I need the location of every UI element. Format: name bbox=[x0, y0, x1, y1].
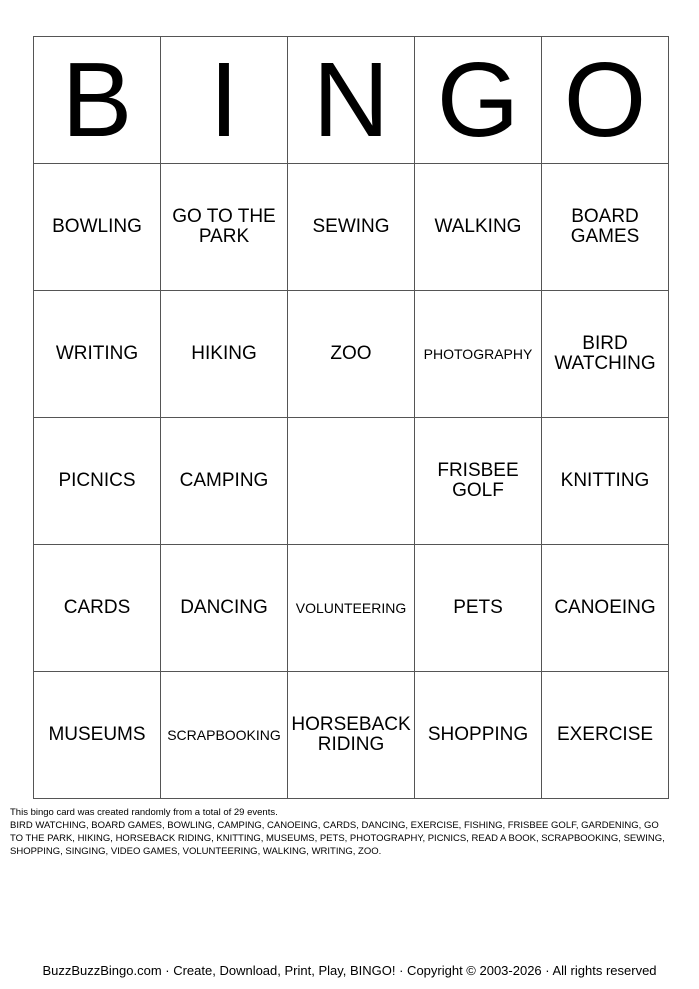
bingo-cell: CARDS bbox=[34, 545, 161, 672]
bingo-row bbox=[34, 418, 669, 545]
bingo-row bbox=[34, 672, 669, 799]
bingo-cell: CANOEING bbox=[542, 545, 669, 672]
bingo-cell: EXERCISE bbox=[542, 672, 669, 799]
bingo-cell: HORSEBACK RIDING bbox=[288, 672, 415, 799]
bingo-header-letter: G bbox=[415, 37, 542, 164]
bingo-cell: ZOO bbox=[288, 291, 415, 418]
bingo-header-row bbox=[34, 37, 669, 164]
bingo-cell: VOLUNTEERING bbox=[288, 545, 415, 672]
bingo-cell: BIRD WATCHING bbox=[542, 291, 669, 418]
bingo-cell: CAMPING bbox=[161, 418, 288, 545]
bingo-header-letter: N bbox=[288, 37, 415, 164]
bingo-cell: WALKING bbox=[415, 164, 542, 291]
card-info bbox=[10, 806, 670, 858]
bingo-cell: DANCING bbox=[161, 545, 288, 672]
bingo-cell: SEWING bbox=[288, 164, 415, 291]
bingo-cell: PETS bbox=[415, 545, 542, 672]
bingo-cell: FRISBEE GOLF bbox=[415, 418, 542, 545]
bingo-row bbox=[34, 164, 669, 291]
bingo-cell: BOWLING bbox=[34, 164, 161, 291]
bingo-cell: SHOPPING bbox=[415, 672, 542, 799]
bingo-free-cell bbox=[288, 418, 415, 545]
bingo-row bbox=[34, 545, 669, 672]
footer-copyright: BuzzBuzzBingo.com · Create, Download, Print, Play, BINGO! · Copyright © 2003-2026 · All rights reserved bbox=[42, 963, 657, 978]
bingo-cell: WRITING bbox=[34, 291, 161, 418]
bingo-cell: BOARD GAMES bbox=[542, 164, 669, 291]
bingo-cell: MUSEUMS bbox=[34, 672, 161, 799]
card-info-summary: This bingo card was created randomly from a total of 29 events. bbox=[10, 807, 278, 818]
bingo-row bbox=[34, 291, 669, 418]
event-list: BIRD WATCHING, BOARD GAMES, BOWLING, CAMPING, CANOEING, CARDS, DANCING, EXERCISE, FISHING, FRISBEE GOLF, GARDENING, GO TO THE PARK, HIKING, HORSEBACK RIDING, KNITTING, MUSEUMS, PETS, PHOTOGRAPHY, PICNICS, READ A BOOK, SCRAPBOOKING, SEWING, SHOPPING, SINGING, VIDEO GAMES, VOLUNTEERING, WALKING, WRITING, ZOO. bbox=[10, 820, 665, 857]
bingo-header-letter: I bbox=[161, 37, 288, 164]
bingo-header-letter: B bbox=[34, 37, 161, 164]
bingo-cell: PHOTOGRAPHY bbox=[415, 291, 542, 418]
bingo-header-letter: O bbox=[542, 37, 669, 164]
bingo-cell: HIKING bbox=[161, 291, 288, 418]
bingo-cell: GO TO THE PARK bbox=[161, 164, 288, 291]
bingo-card bbox=[33, 36, 669, 799]
bingo-cell: KNITTING bbox=[542, 418, 669, 545]
bingo-cell: SCRAPBOOKING bbox=[161, 672, 288, 799]
bingo-cell: PICNICS bbox=[34, 418, 161, 545]
